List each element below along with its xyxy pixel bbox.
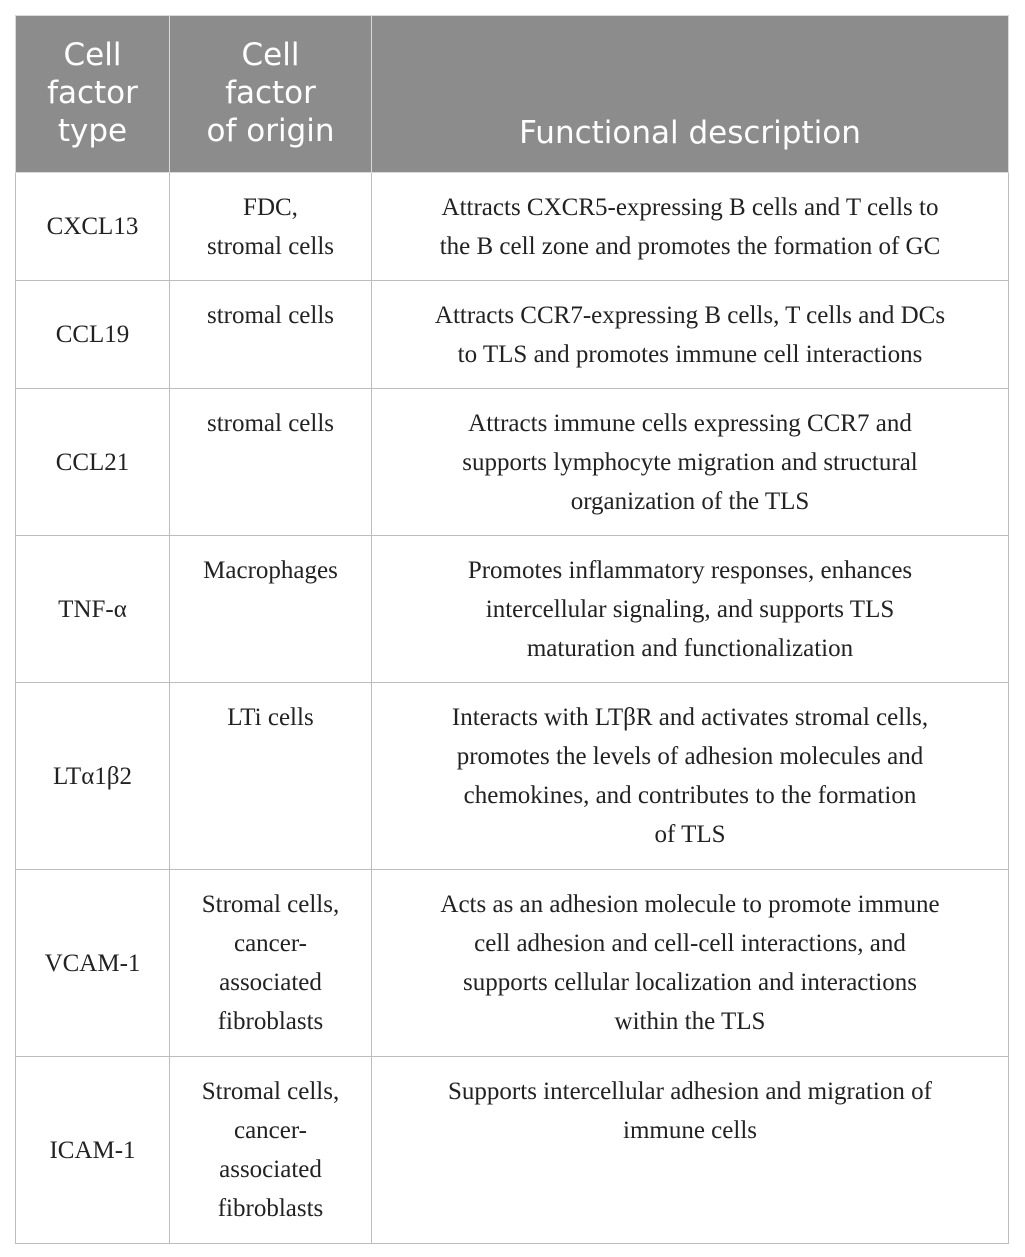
cell-factor-origin xyxy=(170,173,372,281)
origin-line: Stromal cells, xyxy=(201,891,340,918)
origin-line: FDC, xyxy=(243,194,298,221)
description-line: within the TLS xyxy=(614,1008,766,1035)
table-row xyxy=(16,536,1009,683)
cell-factor-type: TNF-α xyxy=(16,536,170,683)
origin-line: Stromal cells, xyxy=(201,1078,340,1105)
header-line: factor xyxy=(225,75,316,111)
cell-factor-origin xyxy=(170,870,372,1057)
cell-factor-origin xyxy=(170,536,372,683)
header-cell-factor-origin xyxy=(170,16,372,173)
description-line: chemokines, and contributes to the formation xyxy=(463,782,917,809)
header-functional-description: Functional description xyxy=(372,16,1009,173)
description-line: supports cellular localization and interactions xyxy=(462,969,918,996)
table-row xyxy=(16,870,1009,1057)
cell-factor-table xyxy=(15,15,1009,1244)
header-cell-factor-type xyxy=(16,16,170,173)
header-line: type xyxy=(57,113,128,149)
origin-line: cancer- xyxy=(233,930,308,957)
origin-line: fibroblasts xyxy=(217,1008,324,1035)
origin-line: associated xyxy=(219,1156,322,1183)
functional-description xyxy=(372,870,1009,1057)
description-line: Supports intercellular adhesion and migration of xyxy=(448,1078,932,1105)
cell-factor-origin xyxy=(170,389,372,536)
description-line: Attracts CXCR5-expressing B cells and T cells to xyxy=(441,194,939,221)
description-line: Promotes inflammatory responses, enhances xyxy=(467,557,913,584)
table-row xyxy=(16,389,1009,536)
table-row xyxy=(16,173,1009,281)
origin-line: LTi cells xyxy=(227,704,314,731)
cell-factor-type: VCAM-1 xyxy=(16,870,170,1057)
description-line: Acts as an adhesion molecule to promote immune xyxy=(440,891,940,918)
header-row xyxy=(16,16,1009,173)
functional-description xyxy=(372,1057,1009,1244)
description-line: promotes the levels of adhesion molecules and xyxy=(456,743,924,770)
origin-line: fibroblasts xyxy=(217,1195,324,1222)
origin-line: stromal cells xyxy=(206,233,335,260)
description-line: supports lymphocyte migration and structural xyxy=(462,449,918,476)
description-line: of TLS xyxy=(654,821,726,848)
table-body xyxy=(16,173,1009,1244)
header-line: Cell xyxy=(63,37,122,73)
description-line: Attracts immune cells expressing CCR7 and xyxy=(468,410,912,437)
description-line: organization of the TLS xyxy=(570,488,810,515)
cell-factor-type: CCL21 xyxy=(16,389,170,536)
description-line: Attracts CCR7-expressing B cells, T cells and DCs xyxy=(434,302,946,329)
functional-description xyxy=(372,389,1009,536)
functional-description xyxy=(372,536,1009,683)
cell-factor-origin xyxy=(170,1057,372,1244)
table-header xyxy=(16,16,1009,173)
cell-factor-type: LTα1β2 xyxy=(16,683,170,870)
cell-factor-type: CXCL13 xyxy=(16,173,170,281)
cell-factor-origin xyxy=(170,683,372,870)
description-line: cell adhesion and cell-cell interactions, and xyxy=(474,930,906,957)
origin-line: Macrophages xyxy=(203,557,338,584)
header-line: factor xyxy=(47,75,138,111)
functional-description xyxy=(372,173,1009,281)
origin-line: stromal cells xyxy=(206,410,335,437)
description-line: Interacts with LTβR and activates stromal cells, xyxy=(451,704,929,731)
header-line: Cell xyxy=(241,37,300,73)
cell-factor-origin xyxy=(170,281,372,389)
description-line: immune cells xyxy=(623,1117,757,1144)
cell-factor-type: CCL19 xyxy=(16,281,170,389)
functional-description xyxy=(372,281,1009,389)
table-row xyxy=(16,683,1009,870)
description-line: intercellular signaling, and supports TLS xyxy=(485,596,895,623)
origin-line: associated xyxy=(219,969,322,996)
table-row xyxy=(16,281,1009,389)
origin-line: stromal cells xyxy=(206,302,335,329)
cell-factor-type: ICAM-1 xyxy=(16,1057,170,1244)
description-line: maturation and functionalization xyxy=(526,635,854,662)
header-line: of origin xyxy=(206,113,335,149)
functional-description xyxy=(372,683,1009,870)
table-row xyxy=(16,1057,1009,1244)
description-line: the B cell zone and promotes the formation of GC xyxy=(439,233,941,260)
description-line: to TLS and promotes immune cell interactions xyxy=(457,341,923,368)
origin-line: cancer- xyxy=(233,1117,308,1144)
